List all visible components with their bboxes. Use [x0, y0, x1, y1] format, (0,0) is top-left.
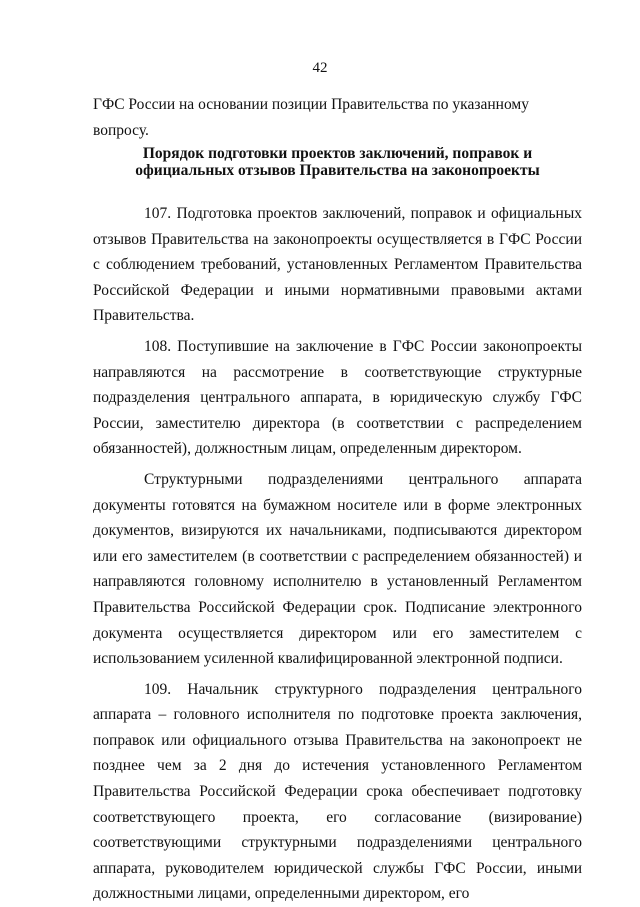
paragraph-107: 107. Подготовка проектов заключений, поправок и официальных отзывов Правительства на законопроекты осуществляется в ГФС России с соблюдением требований, установленных Регламентом Правительства Российской Федерации и иными нормативными правовыми актами Правительства.	[93, 205, 582, 325]
paragraph-108-continued: Структурными подразделениями центрального аппарата документы готовятся на бумажном носителе или в форме электронных документов, визируются их начальниками, подписываются директором или его заместителем (в соответствии с распределением обязанностей) и направляются головному исполнителю в установленный Регламентом Правительства Российской Федерации срок. Подписание электронного документа осуществляется директором или его заместителем с использованием усиленной квалифицированной электронной подписи.	[93, 470, 582, 668]
body-text	[93, 201, 582, 907]
paragraph-108: 108. Поступившие на заключение в ГФС России законопроекты направляются на рассмотрение в соответствующие структурные подразделения центрального аппарата, в юридическую службу ГФС России, заместителю директора (в соответствии с распределением обязанностей), должностным лицам, определенным директором.	[93, 337, 582, 458]
section-heading: Порядок подготовки проектов заключений, поправок и официальных отзывов Правительства на законопроекты	[135, 145, 540, 179]
intro-line: ГФС России на основании позиции Правительства по указанному вопросу.	[93, 96, 529, 139]
paragraph-109: 109. Начальник структурного подразделения центрального аппарата – головного исполнителя по подготовке проекта заключения, поправок или официального отзыва Правительства на законопроект не позднее чем за 2 дня до истечения установленного Регламентом Правительства Российской Федерации срока обеспечивает подготовку соответствующего проекта, его согласование (визирование) соответствующими структурными подразделениями центрального аппарата, руководителем юридической службы ГФС России, иными должностными лицами, определенными директором, его	[93, 680, 582, 903]
page-number: 42	[312, 60, 328, 76]
